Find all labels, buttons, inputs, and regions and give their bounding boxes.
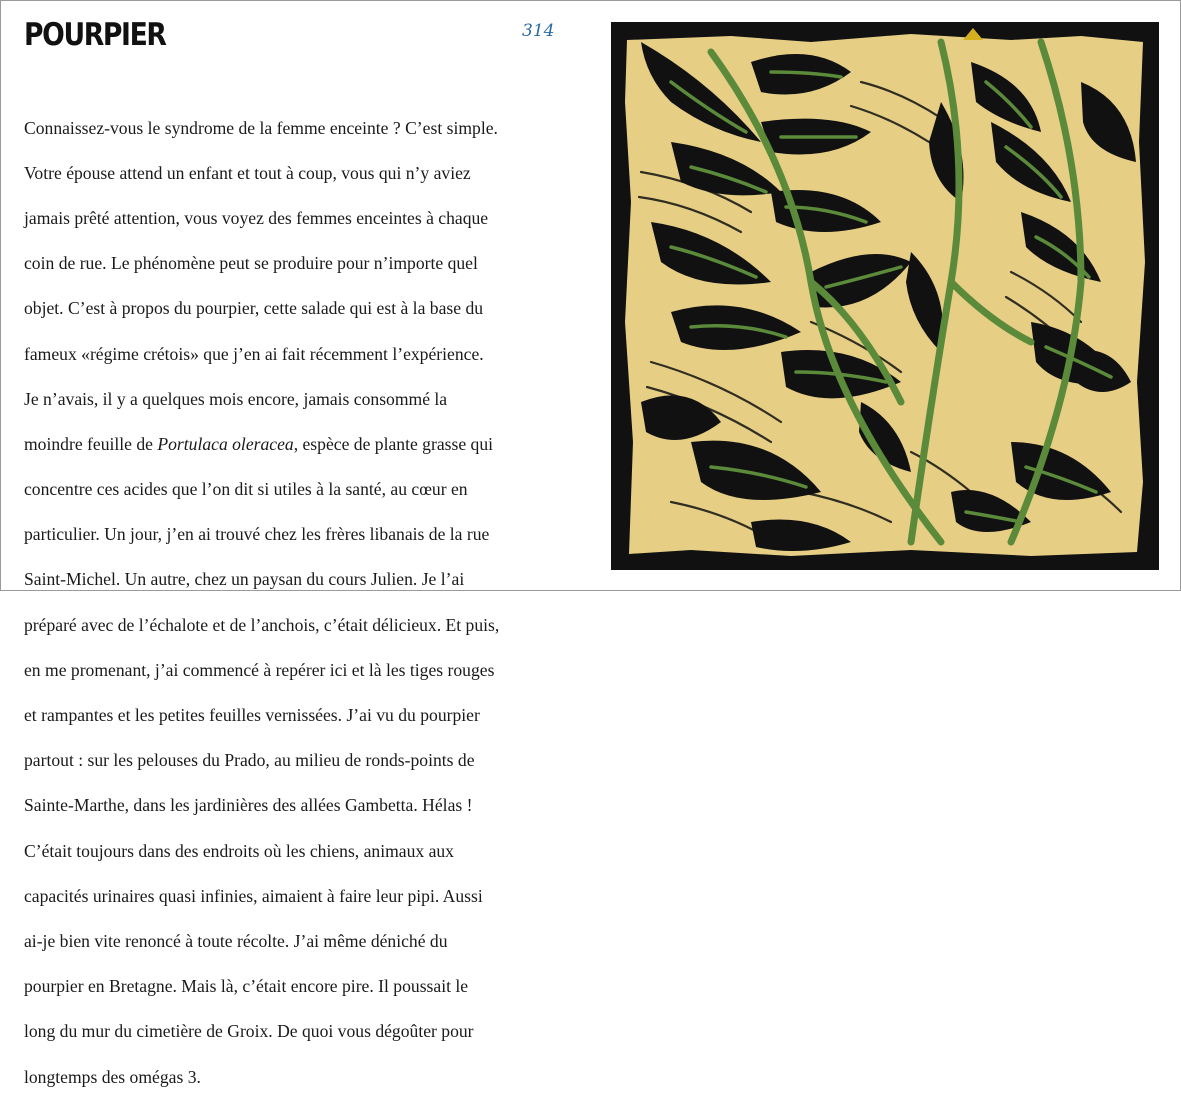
left-page [1, 1, 591, 1087]
text-line: C’était toujours dans des endroits où les chiens, animaux aux [24, 840, 454, 861]
text-segment: , espèce de plante grasse qui [293, 433, 494, 454]
article-body [24, 94, 564, 1111]
text-line: longtemps des omégas 3. [24, 1066, 201, 1087]
text-line: Votre épouse attend un enfant et tout à coup, vous qui n’y aviez [24, 162, 471, 183]
text-line: objet. C’est à propos du pourpier, cette salade qui est à la base du [24, 298, 484, 319]
text-line: et rampantes et les petites feuilles vernissées. J’ai vu du pourpier [24, 705, 480, 726]
text-line: Je n’avais, il y a quelques mois encore, jamais consommé la [24, 388, 448, 409]
text-line: Connaissez-vous le syndrome de la femme enceinte ? C’est simple. [24, 117, 498, 138]
purslane-woodcut-illustration [611, 22, 1159, 570]
latin-name: Portulaca oleracea [157, 433, 294, 454]
page-number: 314 [522, 21, 555, 41]
text-line: capacités urinaires quasi infinies, aimaient à faire leur pipi. Aussi [24, 885, 483, 906]
text-line: concentre ces acides que l’on dit si utiles à la santé, au cœur en [24, 479, 468, 500]
text-line: pourpier en Bretagne. Mais là, c’était encore pire. Il poussait le [24, 976, 469, 997]
text-line: Saint-Michel. Un autre, chez un paysan du cours Julien. Je l’ai [24, 569, 465, 590]
text-line: préparé avec de l’échalote et de l’anchois, c’était délicieux. Et puis, [24, 614, 500, 635]
text-line: Sainte-Marthe, dans les jardinières des allées Gambetta. Hélas ! [24, 795, 473, 816]
text-segment: moindre feuille de [24, 433, 158, 454]
text-line: particulier. Un jour, j’en ai trouvé chez les frères libanais de la rue [24, 524, 490, 545]
text-line: en me promenant, j’ai commencé à repérer ici et là les tiges rouges [24, 659, 495, 680]
text-line: ai-je bien vite renoncé à toute récolte. J’ai même déniché du [24, 930, 448, 951]
chapter-title: POURPIER [24, 17, 166, 53]
right-page [591, 1, 1180, 590]
text-line [24, 433, 564, 456]
text-line: long du mur du cimetière de Groix. De quoi vous dégoûter pour [24, 1021, 474, 1042]
text-line: partout : sur les pelouses du Prado, au milieu de ronds-points de [24, 750, 475, 771]
text-line: coin de rue. Le phénomène peut se produire pour n’importe quel [24, 253, 478, 274]
text-line: fameux «régime crétois» que j’en ai fait récemment l’expérience. [24, 343, 484, 364]
text-line: jamais prêté attention, vous voyez des femmes enceintes à chaque [24, 207, 489, 228]
